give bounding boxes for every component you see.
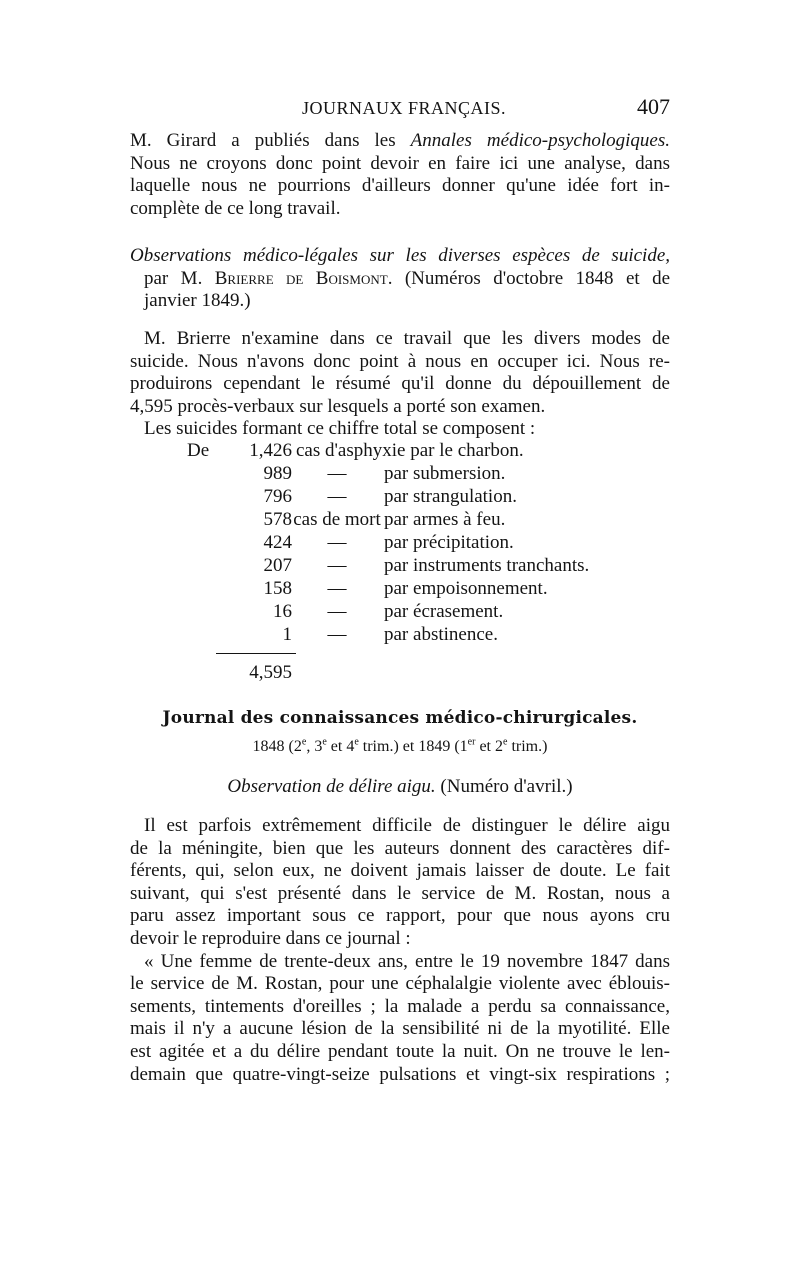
row-count: 989 <box>263 463 292 484</box>
text-line: férents, qui, selon eux, ne doivent jamais laisser de doute. Le fait <box>130 860 670 882</box>
issue-text: trim.) <box>507 738 548 755</box>
issue-text: et 2 <box>475 738 503 755</box>
table-row <box>130 486 670 509</box>
row-count: 16 <box>273 601 292 622</box>
row-dash: — <box>327 463 347 484</box>
text-line: Les suicides formant ce chiffre total se composent : <box>144 418 536 440</box>
row-label: cas de mort <box>293 509 381 530</box>
row-dash: — <box>327 486 347 507</box>
table-row <box>130 601 670 624</box>
text-line: est agitée et a du délire pendant toute la nuit. On ne trouve le len- <box>130 1040 670 1062</box>
issue-text: trim.) et 1849 (1 <box>358 738 468 755</box>
row-description: par instruments tranchants. <box>384 555 590 576</box>
text-line: laquelle nous ne pourrions d'ailleurs donner qu'une idée fort in- <box>130 175 670 197</box>
issue-text: , 3 <box>306 738 323 755</box>
observation-title: Observation de délire aigu. <box>227 776 436 797</box>
text-line: demain que quatre-vingt-seize pulsations et vingt-six respirations ; <box>130 1063 670 1085</box>
issue-text: 1848 (2 <box>252 738 302 755</box>
row-dash: — <box>327 555 347 576</box>
text-line: sements, tintements d'oreilles ; la malade a perdu sa connaissance, <box>130 995 670 1017</box>
text-line: 4,595 procès-verbaux sur lesquels a porté son examen. <box>130 395 546 417</box>
row-count: 1,426 <box>249 440 292 461</box>
issue-sup: e <box>502 736 508 748</box>
row-count: 578 <box>263 509 292 530</box>
row-count: 207 <box>263 555 292 576</box>
article-title <box>130 245 670 313</box>
text-line: mais il n'y a aucune lésion de la sensibilité ni de la myotilité. Elle <box>130 1018 670 1040</box>
issue-sup: e <box>354 736 359 748</box>
suicide-statistics-table <box>130 440 670 683</box>
text-line: suivant, qui s'est présenté dans le service de M. Rostan, nous a <box>130 882 670 904</box>
text-line: produirons cependant le résumé qu'il donne du dépouillement de <box>130 373 670 395</box>
journal-name: Annales médico-psychologiques. <box>410 130 671 151</box>
observation-heading <box>130 776 670 798</box>
row-description: cas d'asphyxie par le charbon. <box>296 440 524 461</box>
page-number: 407 <box>637 94 670 119</box>
text-line: Il est parfois extrêmement difficile de distinguer le délire aigu <box>144 815 670 836</box>
text-line: Nous ne croyons donc point devoir en faire ici une analyse, dans <box>130 152 670 174</box>
row-description: par strangulation. <box>384 486 517 507</box>
text-fragment: M. Girard a publiés dans les <box>130 130 411 151</box>
table-row <box>130 624 670 647</box>
text-line: M. Brierre n'examine dans ce travail que les divers modes de <box>144 328 670 349</box>
row-count: 158 <box>263 578 292 599</box>
row-dash: — <box>327 601 347 622</box>
paragraph-intro <box>130 130 670 220</box>
paragraph-delire <box>130 815 670 1086</box>
issue-sup: er <box>467 736 476 748</box>
text-line: suicide. Nous n'avons donc point à nous en occuper ici. Nous re- <box>130 350 670 372</box>
text-line: « Une femme de trente-deux ans, entre le 19 novembre 1847 dans <box>144 950 670 972</box>
journal-heading: Journal des connaissances médico-chirurgicales. <box>162 708 638 728</box>
article-date: janvier 1849.) <box>144 290 251 312</box>
issue-sup: e <box>301 736 307 748</box>
text-line <box>130 130 670 153</box>
table-row <box>130 555 670 578</box>
sum-rule <box>216 653 296 654</box>
table-row <box>130 463 670 486</box>
byline-prefix: par M. <box>144 267 215 289</box>
row-count: 796 <box>263 486 292 507</box>
row-description: par abstinence. <box>384 624 498 645</box>
table-row <box>130 578 670 601</box>
running-head: JOURNAUX FRANÇAIS. <box>302 98 507 118</box>
text-line: complète de ce long travail. <box>130 197 341 219</box>
paragraph-suicides <box>130 328 670 441</box>
text-line: le service de M. Rostan, pour une céphalalgie violente avec éblouis- <box>130 973 670 995</box>
issue-sup: e <box>322 736 327 748</box>
row-description: par écrasement. <box>384 601 504 622</box>
row-dash: — <box>327 578 347 599</box>
article-title-line: Observations médico-légales sur les diverses espèces de suicide, <box>130 245 670 266</box>
text-line: de la méningite, bien que les auteurs donnent des caractères dif- <box>130 837 670 859</box>
table-row <box>130 532 670 555</box>
row-description: par empoisonnement. <box>384 578 548 599</box>
author-name: Brierre de Boismont <box>214 267 388 289</box>
table-row <box>130 509 670 532</box>
row-dash: — <box>327 532 347 553</box>
row-dash: — <box>327 624 347 645</box>
row-prefix: De <box>187 440 210 461</box>
table-total: 4,595 <box>249 662 292 683</box>
row-count: 424 <box>263 532 292 553</box>
page-header <box>130 94 670 124</box>
row-description: par précipitation. <box>384 532 514 553</box>
byline-suffix: . (Numéros d'octobre 1848 et de <box>387 267 671 289</box>
row-description: par submersion. <box>384 463 506 484</box>
text-line: paru assez important sous ce rapport, pour que nous ayons cru <box>130 905 670 927</box>
row-description: par armes à feu. <box>384 509 506 530</box>
observation-issue: (Numéro d'avril.) <box>435 776 573 797</box>
issue-text: et 4 <box>326 738 355 755</box>
article-byline <box>130 268 670 291</box>
text-line: devoir le reproduire dans ce journal : <box>130 927 411 949</box>
row-count: 1 <box>282 624 292 645</box>
journal-issues <box>130 738 670 756</box>
table-row <box>130 440 670 463</box>
